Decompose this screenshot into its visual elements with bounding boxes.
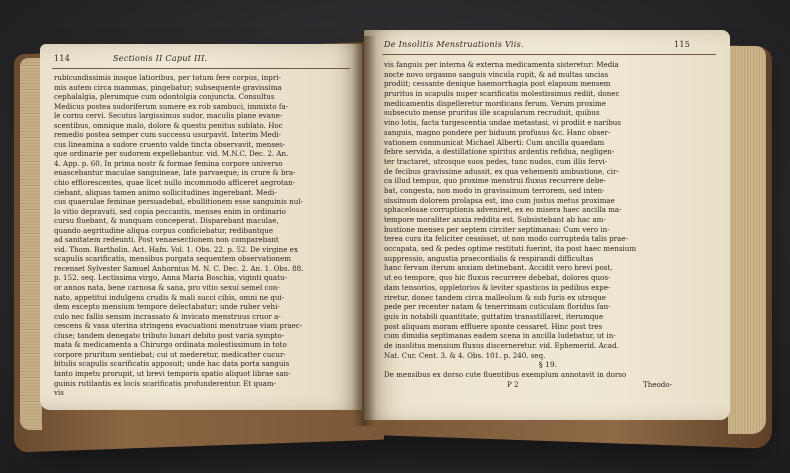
text-line: nocte novo orgasmo sanguis vincula rupit, & ad multas uncias xyxy=(384,69,609,79)
text-line: guinis rutilantis ex locis scarificatis profunderentur. Et quam- xyxy=(54,378,277,388)
text-line: mis autem circa mammas, pingebatur; subsequente gravissima xyxy=(54,82,282,92)
text-line: Nat. Cur. Cent. 3. & 4. Obs. 101. p. 240. seq. xyxy=(384,350,546,360)
text-line: 4. App. p. 60. In prima nostr & formae femina corpore universo xyxy=(54,158,283,168)
text-line: cus lineamina a sudore cruento valde tincta observavit, menses- xyxy=(54,139,286,149)
text-line: culo nec fallis sensim incrassato & invicato menstruus cruor a- xyxy=(54,311,281,321)
text-line: ca illud tempus, quo proxime menstrui fluxus recurrere debe- xyxy=(384,176,607,186)
text-line: occupata, sed & pedes optime restituti fuerint, ita post haec mensium xyxy=(384,244,637,254)
text-line: chio efflorescentes, quae licet nullo incommodo afficeret aegrotan- xyxy=(54,178,296,188)
text-line: vino lotis, facta turgescentia undae metastasi, vi prodiit e naribus xyxy=(384,118,621,128)
text-line: guis in notabili quantitate, guttatim transstillaret, iterumque xyxy=(384,311,604,321)
text-line: suppressio, angustia praecordialis & respirandi difficultas xyxy=(384,253,594,263)
text-line: rubicundissimis insque latioribus, per totum fere corpus, inpri- xyxy=(54,73,281,82)
right-body-text xyxy=(384,60,712,389)
text-line: scapulis scarificatis, mensibus purgata sequentem observationem xyxy=(54,254,292,264)
text-line: de insolitus mensium fluxus discerneretur. vid. Ephemerid. Acad. xyxy=(384,340,619,350)
left-running-title: Sectionis II Caput III. xyxy=(113,54,208,63)
text-line: ter tractaret, utrosque suos pedes, tunc nudos, cum illis fervi- xyxy=(384,156,608,166)
text-line: ad sanitatem redeunti. Post venaesectionem non comparebant xyxy=(54,235,279,245)
text-line: ut eo tempore, quo hic fluxus recurrere debebat, dolores quos- xyxy=(384,273,611,283)
right-page xyxy=(364,30,730,420)
signature-mark: P 2 xyxy=(506,379,519,389)
text-line: cescens & vasa uterina stringens evacuationi menstruae viam praec- xyxy=(54,321,303,331)
text-line: scentibus, omnique malo, dolore & questu penitus sublato. Hoc xyxy=(54,120,283,130)
text-line: riretur, donec tandem circa malleolum & sub furis ex utroque xyxy=(384,292,607,302)
text-line: sissimum dolorem prolapsa est, imo cum justus metus proximae xyxy=(384,195,615,205)
text-line: vis fanguis per interna & externa medicamenta sisteretur: Media xyxy=(384,60,619,69)
left-body-text xyxy=(54,73,350,398)
text-line: lo vitio depravati, sed copia peccantis, menses enim in ordinario xyxy=(54,206,286,216)
text-line: remedio postea semper cum successu usurpavit. Interim Medi- xyxy=(54,130,282,140)
text-line: pede per recenter natam & tenerrimam cuticulam floridus fan- xyxy=(384,302,611,312)
text-line: vis xyxy=(54,388,64,398)
left-head-rule xyxy=(52,68,350,69)
text-line: medicamentis dispelleretur mordicans ferum. Verum proxime xyxy=(384,98,606,108)
text-line: nato, appetitui indulgens crudis & mali succi cibis, omni ne qui- xyxy=(54,292,285,302)
book-gutter xyxy=(352,36,376,426)
page-edges-left xyxy=(20,58,42,430)
final-line: De mensibus ex dorso cute fluentibus exemplum annotavit in dorso xyxy=(384,370,627,380)
text-line: de fecibus gravissime adussit, ex qua vehementi ambustione, cir- xyxy=(384,166,619,176)
text-line: cus quaerulae feminae persuadebat, ebullitionem esse sanguinis nul- xyxy=(54,197,303,207)
text-line: recenset Sylvester Samuel Anhornius M. N. C. Dec. 2. An. 1. Obs. 88. xyxy=(54,263,304,273)
text-line: ciebant, aliquas tamen animo sollicitudines ingerebant. Medi- xyxy=(54,187,277,197)
text-line: or annos nata, bene carnosa & sana, pro vitio sexui semel con- xyxy=(54,283,280,293)
text-line: dam tensorios, oppletorios & leviter spasticos in pedibus expe- xyxy=(384,282,611,292)
text-line: quando aegritudine aliqua corpus conficiebatur, redibantque xyxy=(54,225,274,235)
text-line: prodiit; cessante denique haemorrhagia post elapsum mensem xyxy=(384,79,611,89)
text-line: cephalalgia, plerumque cum odontolgia conjuncta. Consultus xyxy=(54,92,275,102)
text-line: vid. Thom. Bartholin. Act. Hafn. Vol. 1. Obs. 22. p. 52. De virgine ex xyxy=(54,244,298,254)
catchword: Theodo- xyxy=(643,379,672,389)
text-line: febre servida, a destillatione spiritus ardentis refidua, negligen- xyxy=(384,147,615,157)
text-line: hanc fervam iterum anxiam detinebant. Accidit vero brevi post, xyxy=(384,263,613,273)
right-page-number: 115 xyxy=(674,40,691,49)
signature-catchword xyxy=(384,380,712,390)
text-line: mata & medicamenta a Chirurgo ordinata molestissimum in toto xyxy=(54,340,287,350)
text-line: bat, congesta, non modo in gravissimum terrorem, sed inten- xyxy=(384,185,605,195)
text-line: subsecuto mense pruritus ille scapularum recruduit, quibus xyxy=(384,108,600,118)
text-line: le cornu cervi. Secutus largissimus sudor, maculis plane evane- xyxy=(54,111,283,121)
text-line: pruritus in scapulis nuper scarificatis molestissimus rediit, donec xyxy=(384,89,620,99)
text-line: bitulis scapulis scarificatis apposuit; unde hac data porta sanguis xyxy=(54,359,290,369)
text-line: sanguis, magno pondere per biduum profusus &c. Hanc obser- xyxy=(384,127,611,137)
text-line: cum dimidia septimanas eadem scena in ancilla ludebatur, ut in- xyxy=(384,331,616,341)
left-running-head xyxy=(54,54,207,63)
text-line: bustione menses per septem circiter septimanas: Cum vero in- xyxy=(384,224,610,234)
left-page-number: 114 xyxy=(54,54,71,63)
text-line: cursu fluebant, & nunquam conceperat. Disparebant maculae, xyxy=(54,216,279,226)
text-line: Medicus postea sudoriferum sumere ex rob sambuci, immixto fa- xyxy=(54,101,289,111)
right-running-title: De Insolitis Menstruationis Viis. xyxy=(384,40,524,49)
text-line: sphacelosae corruptionis adveniret, ex eo misera haec ancilla ma- xyxy=(384,205,622,215)
text-line: cluse; tandem denegato tributo lunari debito post varia sympto- xyxy=(54,330,285,340)
text-line: enascebantur maculae sanguineae, late parvaeque; in crure & bra- xyxy=(54,168,296,178)
text-line: p. 152. seq. Lectissima virgo, Anna Maria Boschia, viginti quatu- xyxy=(54,273,287,283)
left-page xyxy=(40,44,362,410)
right-head-rule xyxy=(382,54,716,55)
right-running-head xyxy=(384,40,691,49)
text-line: vationem communicat Michael Alberti: Cum ancilla quaedam xyxy=(384,137,605,147)
page-edges-right xyxy=(728,46,766,434)
text-line: dem excepto mensium tempore delectabatur; unde ruber vehi- xyxy=(54,302,280,312)
text-line: que ordinarie per sudorem expellebantur. vid. M.N.C. Dec. 2. An. xyxy=(54,149,289,159)
text-line: corpore pruritum sentiebat; cui ut mederetur, medicatter cucur- xyxy=(54,349,286,359)
text-line: tempore moraliter anxia reddita est. Subsistebant ab hac am- xyxy=(384,215,606,224)
section-mark: § 19. xyxy=(538,360,558,370)
text-line: terea cura ita feliciter cessisset, ut non modo corrupteda talis prae- xyxy=(384,234,628,244)
text-line: tanto impetu prorupit, ut brevi temporis spatio aliquot librae san- xyxy=(54,368,291,378)
text-line: post aliquam moram effluere sponte cessaret. Hinc post tres xyxy=(384,321,603,331)
